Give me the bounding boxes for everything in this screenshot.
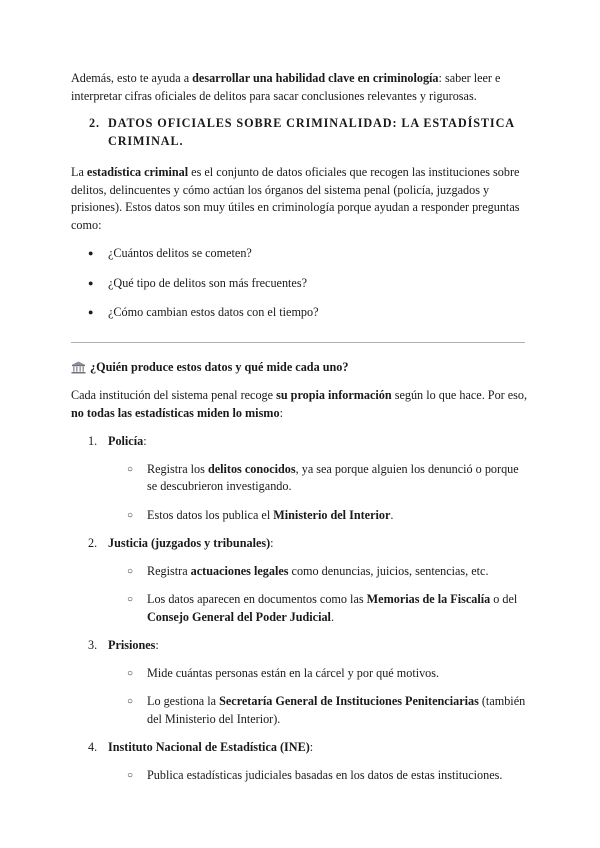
institution-item bbox=[71, 739, 529, 784]
subintro-text-mid: según lo que hace. Por eso, bbox=[391, 388, 528, 402]
item-text: Publica estadísticas judiciales basadas en los datos de estas instituciones. bbox=[147, 767, 503, 782]
list-item bbox=[127, 563, 529, 581]
institution-number: 2. bbox=[88, 536, 98, 550]
institution-item bbox=[71, 535, 529, 626]
institution-suffix: : bbox=[309, 740, 314, 754]
subheading-text: ¿Quién produce estos datos y qué mide cada uno? bbox=[90, 359, 349, 374]
institution-title bbox=[71, 637, 529, 655]
questions-list bbox=[71, 245, 529, 322]
list-item bbox=[127, 461, 529, 496]
item-text-end: . bbox=[330, 609, 334, 624]
classical-building-icon bbox=[71, 361, 86, 374]
institution-item bbox=[71, 637, 529, 728]
institution-suffix: : bbox=[155, 638, 159, 652]
item-text: Lo gestiona la bbox=[147, 694, 220, 708]
list-item: ● ¿Cómo cambian estos datos con el tiempo? bbox=[88, 304, 529, 322]
institution-number: 4. bbox=[88, 740, 98, 754]
document-page bbox=[71, 70, 529, 795]
list-item bbox=[127, 507, 529, 525]
institution-suffix: : bbox=[143, 434, 147, 448]
section-heading bbox=[89, 115, 529, 150]
institution-title bbox=[71, 433, 529, 451]
item-text: Registra bbox=[147, 563, 191, 578]
item-text: Registra los bbox=[147, 461, 208, 476]
item-text: Los datos aparecen en documentos como las bbox=[147, 592, 367, 606]
section-number: 2. bbox=[89, 116, 100, 130]
section-title-line2: CRIMINAL. bbox=[108, 133, 184, 148]
item-bold: Ministerio del Interior bbox=[273, 507, 391, 522]
item-text-end: como denuncias, juicios, sentencias, etc. bbox=[288, 563, 489, 578]
subheading bbox=[71, 359, 529, 377]
item-text-mid: o del bbox=[490, 592, 518, 606]
item-bold-2: Consejo General del Poder Judicial bbox=[147, 609, 331, 624]
institution-number: 1. bbox=[88, 434, 98, 448]
institution-details bbox=[71, 461, 529, 525]
definition-text: La bbox=[71, 165, 87, 179]
institution-name: Instituto Nacional de Estadística (INE) bbox=[108, 740, 310, 754]
item-bold: delitos conocidos bbox=[207, 461, 296, 476]
item-text-end: . bbox=[390, 507, 394, 522]
subintro-text-end: : bbox=[279, 405, 283, 420]
item-bold: actuaciones legales bbox=[190, 563, 289, 578]
intro-paragraph bbox=[71, 70, 529, 105]
institution-details bbox=[71, 665, 529, 729]
list-item bbox=[127, 665, 529, 683]
list-item bbox=[127, 693, 529, 728]
institution-title bbox=[71, 739, 529, 757]
list-item bbox=[127, 767, 529, 785]
institution-number: 3. bbox=[88, 638, 98, 652]
section-title bbox=[108, 115, 515, 150]
item-text-end: (también del Ministerio del Interior). bbox=[147, 694, 526, 726]
section-title-line1: DATOS OFICIALES SOBRE CRIMINALIDAD: LA ESTADÍSTICA bbox=[108, 116, 515, 130]
item-text-end: , ya sea porque alguien los denunció o porque se descubrieron investigando. bbox=[147, 461, 519, 493]
institution-name: Justicia (juzgados y tribunales) bbox=[108, 536, 271, 550]
institutions-list bbox=[71, 433, 529, 784]
intro-bold: desarrollar una habilidad clave en criminología bbox=[192, 71, 439, 85]
item-bold: Memorias de la Fiscalía bbox=[366, 592, 491, 606]
item-text: Mide cuántas personas están en la cárcel y por qué motivos. bbox=[147, 665, 440, 680]
subintro-bold-2: no todas las estadísticas miden lo mismo bbox=[71, 405, 280, 420]
institution-details bbox=[71, 767, 529, 785]
list-item bbox=[127, 591, 529, 626]
item-bold: Secretaría General de Instituciones Penitenciarias bbox=[219, 694, 479, 708]
institution-name: Policía bbox=[108, 434, 144, 448]
definition-paragraph bbox=[71, 164, 529, 234]
intro-text: Además, esto te ayuda a bbox=[71, 71, 193, 85]
intro-text-end: : saber leer e interpretar cifras oficiales de delitos para sacar conclusiones relevantes y rigurosas. bbox=[71, 71, 501, 103]
list-item: ● ¿Cuántos delitos se cometen? bbox=[88, 245, 529, 263]
institution-item bbox=[71, 433, 529, 524]
item-text: Estos datos los publica el bbox=[147, 507, 274, 522]
horizontal-divider bbox=[71, 342, 525, 343]
definition-text-end: es el conjunto de datos oficiales que recogen las instituciones sobre delitos, delincuentes y cómo actúan los órganos del sistema penal (policía, juzgados y prisiones). Estos datos son muy útiles en criminología porque ayudan a responder preguntas como: bbox=[71, 165, 520, 232]
definition-bold: estadística criminal bbox=[86, 165, 189, 179]
institution-name: Prisiones bbox=[108, 638, 156, 652]
list-item: ● ¿Qué tipo de delitos son más frecuentes? bbox=[88, 275, 529, 293]
institution-title bbox=[71, 535, 529, 553]
institution-suffix: : bbox=[270, 536, 274, 550]
subintro-text: Cada institución del sistema penal recoge bbox=[71, 388, 277, 402]
institution-details bbox=[71, 563, 529, 627]
subintro-paragraph bbox=[71, 387, 529, 422]
subintro-bold: su propia información bbox=[276, 388, 392, 402]
